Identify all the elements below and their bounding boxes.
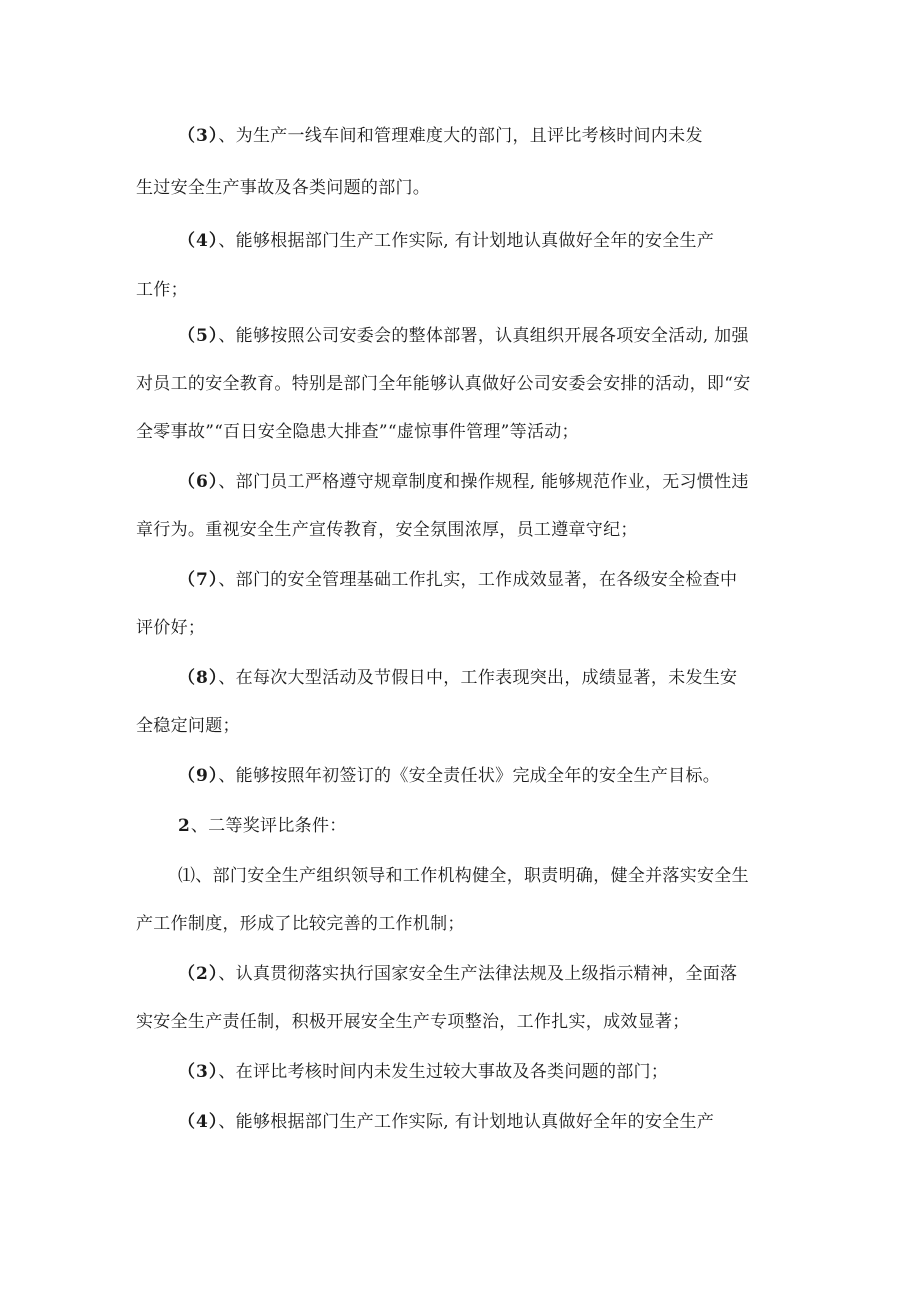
paragraph-line: [136, 278, 188, 302]
line-text: 、能够按照公司安委会的整体部署，认真组织开展各项安全活动, 加强: [218, 326, 749, 346]
line-text: 生过安全生产事故及各类问题的部门。: [136, 178, 431, 198]
item-number: （6）: [178, 472, 219, 492]
line-text: 章行为。重视安全生产宣传教育，安全氛围浓厚，员工遵章守纪；: [136, 520, 638, 540]
item-number: （7）: [178, 570, 219, 590]
item-number: （8）: [178, 668, 219, 688]
line-text: 、认真贯彻落实执行国家安全生产法律法规及上级指示精神，全面落: [218, 964, 738, 984]
line-text: 对员工的安全教育。特别是部门全年能够认真做好公司安委会安排的活动，即“安: [136, 374, 751, 394]
paragraph-line: [136, 518, 638, 542]
line-text: 产工作制度，形成了比较完善的工作机制；: [136, 914, 465, 934]
line-text: 、在评比考核时间内未发生过较大事故及各类问题的部门；: [218, 1062, 669, 1082]
line-text: 实安全生产责任制，积极开展安全生产专项整治，工作扎实，成效显著；: [136, 1012, 690, 1032]
paragraph-line: [136, 420, 579, 444]
line-text: ⑴、部门安全生产组织领导和工作机构健全，职责明确，健全并落实安全生: [178, 866, 749, 886]
paragraph-line: [136, 1010, 690, 1034]
paragraph-line: [136, 616, 205, 640]
paragraph-line: [178, 1110, 714, 1134]
section-heading: [178, 814, 347, 838]
paragraph-line: [178, 1060, 668, 1084]
line-text: 、二等奖评比条件：: [190, 816, 347, 836]
paragraph-line: [178, 324, 749, 348]
paragraph-line: [178, 229, 714, 253]
paragraph-line: [178, 864, 749, 888]
item-number: （3）: [178, 1062, 219, 1082]
item-number: （3）: [178, 126, 219, 146]
line-text: 、部门的安全管理基础工作扎实，工作成效显著，在各级安全检查中: [218, 570, 738, 590]
line-text: 、能够根据部门生产工作实际, 有计划地认真做好全年的安全生产: [218, 231, 715, 251]
line-text: 工作；: [136, 280, 188, 300]
item-number: 2: [178, 816, 191, 836]
line-text: 、为生产一线车间和管理难度大的部门，且评比考核时间内未发: [218, 126, 703, 146]
line-text: 评价好；: [136, 618, 206, 638]
item-number: （4）: [178, 231, 219, 251]
line-text: 、能够根据部门生产工作实际, 有计划地认真做好全年的安全生产: [218, 1112, 715, 1132]
line-text: 全稳定问题；: [136, 716, 240, 736]
line-text: 、部门员工严格遵守规章制度和操作规程, 能够规范作业，无习惯性违: [218, 472, 749, 492]
paragraph-line: [136, 176, 430, 200]
paragraph-line: [136, 714, 240, 738]
item-number: （2）: [178, 964, 219, 984]
paragraph-line: [178, 666, 737, 690]
paragraph-line: [178, 764, 720, 788]
line-text: 、在每次大型活动及节假日中，工作表现突出，成绩显著，未发生安: [218, 668, 738, 688]
paragraph-line: [136, 372, 751, 396]
paragraph-line: [136, 912, 465, 936]
paragraph-line: [178, 962, 737, 986]
line-text: 、能够按照年初签订的《安全责任状》完成全年的安全生产目标。: [218, 766, 721, 786]
line-text: 全零事故”“百日安全隐患大排查”“虚惊事件管理”等活动；: [136, 422, 579, 442]
paragraph-line: [178, 568, 737, 592]
item-number: （4）: [178, 1112, 219, 1132]
paragraph-line: [178, 124, 703, 148]
item-number: （9）: [178, 766, 219, 786]
paragraph-line: [178, 470, 749, 494]
item-number: （5）: [178, 326, 219, 346]
